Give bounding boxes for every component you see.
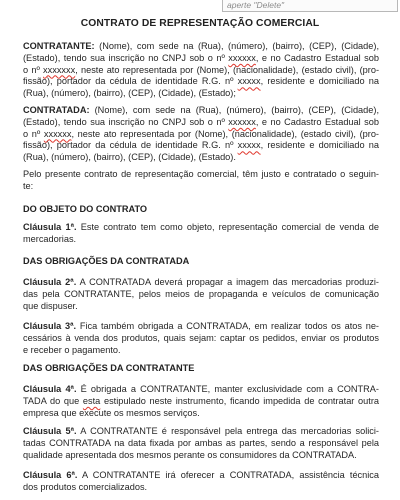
clausula-6-line-2: dos produtos comercializados. (23, 481, 148, 492)
clausula-4-line-1 (23, 384, 379, 396)
clausula-1 (23, 222, 379, 246)
contratante-line-2 (23, 53, 379, 65)
contratante-cnpj-placeholder: xxxxxx (228, 52, 256, 63)
section-heading-contratada: DAS OBRIGAÇÕES DA CONTRATADA (23, 256, 190, 266)
clausula-5-line-3: qualidade apresentada dos mesmos perante os consumidores da CONTRATADA. (23, 449, 357, 460)
contratante-text-3a: o nº (23, 64, 44, 75)
clausula-4-text-2c: estipulado neste instrumento, ficando impedida de contratar outra (100, 395, 379, 406)
contratada-line-4 (23, 140, 379, 152)
contratante-line-3 (23, 65, 379, 77)
clausula-2 (23, 277, 379, 312)
clausula-4-label: Cláusula 4ª. (23, 384, 77, 394)
clausula-4-text-2a: TADA do que (23, 395, 83, 406)
clausula-3 (23, 321, 379, 356)
clausula-2-line-2: das pela CONTRATANTE, pelos meios de propaganda e veículos de comunicação (23, 288, 379, 299)
contratada-label: CONTRATADA: (23, 105, 90, 115)
clausula-1-label: Cláusula 1ª. (23, 222, 77, 232)
clausula-5-line-2: tadas CONTRATADA na data fixada por ambas as partes, sendo a responsável pela (23, 437, 379, 448)
contratante-text-3c: , neste ato representada por (Nome), (nacionalidade), (estado civil), (pro- (75, 64, 380, 75)
clausula-4-line-2 (23, 396, 379, 408)
clausula-6-label: Cláusula 6ª. (23, 470, 78, 480)
clausula-3-line-2: cessários à venda dos produtos, quais sejam: captar os pedidos, enviar os produtos (23, 332, 379, 343)
clausula-6 (23, 470, 379, 494)
clausula-2-label: Cláusula 2ª. (23, 277, 77, 287)
contratante-paragraph (23, 41, 379, 100)
contratada-line-1 (23, 105, 379, 117)
clausula-5-text-1: A CONTRATANTE é responsável pela entrega das mercadorias solici- (76, 426, 379, 436)
document-title: CONTRATO DE REPRESENTAÇÃO COMERCIAL (80, 18, 320, 29)
corner-note-text: aperte "Delete" (227, 0, 285, 10)
contratante-text-1: (Nome), com sede na (Rua), (número), (bairro), (CEP), (Cidade), (94, 41, 379, 51)
clausula-3-label: Cláusula 3ª. (23, 321, 77, 331)
section-heading-contratante: DAS OBRIGAÇÕES DA CONTRATANTE (23, 363, 195, 373)
clausula-3-text-1: Fica também obrigada a CONTRATADA, em realizar todos os atos ne- (76, 321, 379, 331)
intro-paragraph (23, 169, 379, 193)
contratada-text-2c: , e no Cadastro Estadual sob (255, 116, 379, 127)
clausula-1-text-1: Este contrato tem como objeto, representação comercial de venda de (76, 222, 379, 232)
contratante-text-4c: , residente e domiciliado na (260, 76, 379, 87)
contratante-line-5: (Rua), (número), (bairro), (CEP), (Cidade), (Estado); (23, 88, 236, 99)
clausula-2-line-1 (23, 277, 379, 289)
clausula-3-line-1 (23, 321, 379, 333)
contratante-text-2a: (Estado), tendo sua inscrição no CNPJ sob o nº (23, 52, 229, 63)
clausula-4-text-1: É obrigada a CONTRATANTE, manter exclusividade com a CONTRA- (76, 384, 379, 394)
intro-line-1: Pelo presente contrato de representação comercial, têm justo e contratado o seguin- (23, 169, 379, 179)
contratante-label: CONTRATANTE: (23, 41, 95, 51)
contratada-text-4c: , residente e domiciliado na (260, 140, 379, 151)
clausula-3-line-3: e receber o pagamento. (23, 344, 121, 355)
contratada-paragraph (23, 105, 379, 164)
contratante-rg-placeholder: xxxxx (237, 76, 261, 87)
contratante-text-4a: fissão), portador da cédula de identidade R.G. nº (23, 76, 238, 87)
contratante-ie-placeholder: xxxxxxx (43, 64, 76, 75)
clausula-6-text-1: A CONTRATANTE irá oferecer a CONTRATADA, assistência técnica (77, 470, 379, 480)
contratada-text-3a: o nº (23, 128, 44, 139)
clausula-4 (23, 384, 379, 419)
contratada-line-2 (23, 117, 379, 129)
contratada-text-1: (Nome), com sede na (Rua), (número), (bairro), (CEP), (Cidade), (89, 105, 379, 115)
clausula-5-line-1 (23, 426, 379, 438)
corner-note-box (222, 0, 398, 12)
contratante-line-4 (23, 76, 379, 88)
contratante-line-1 (23, 41, 379, 53)
contratada-text-3c: , neste ato representada por (Nome), (nacionalidade), (estado civil), (pro- (71, 128, 379, 139)
section-heading-objeto: DO OBJETO DO CONTRATO (23, 204, 148, 214)
contratada-cnpj-placeholder: xxxxxx (228, 116, 256, 127)
clausula-5-label: Cláusula 5ª. (23, 426, 77, 436)
contratada-text-4a: fissão), portador da cédula de identidade R.G. nº (23, 140, 238, 151)
contratada-rg-placeholder: xxxxx (237, 140, 261, 151)
clausula-2-text-1: A CONTRATADA deverá propagar a imagem das mercadorias produzi- (76, 277, 379, 287)
clausula-1-line-1 (23, 222, 379, 234)
clausula-4-esta-word: esta (82, 395, 101, 406)
clausula-6-line-1 (23, 470, 379, 482)
clausula-5 (23, 426, 379, 461)
clausula-4-line-3: empresa que execute os mesmos serviços. (23, 407, 200, 418)
intro-line-2: te: (23, 180, 34, 191)
clausula-1-line-2: mercadorias. (23, 233, 77, 244)
clausula-2-line-3: que dispuser. (23, 300, 78, 311)
contratada-ie-placeholder: xxxxxx (43, 128, 72, 139)
contratada-line-5: (Rua), (número), (bairro), (CEP), (Cidade), (Estado). (23, 152, 236, 163)
contratada-line-3 (23, 129, 379, 141)
contratada-text-2a: (Estado), tendo sua inscrição no CNPJ sob o nº (23, 116, 229, 127)
contratante-text-2c: , e no Cadastro Estadual sob (255, 52, 379, 63)
